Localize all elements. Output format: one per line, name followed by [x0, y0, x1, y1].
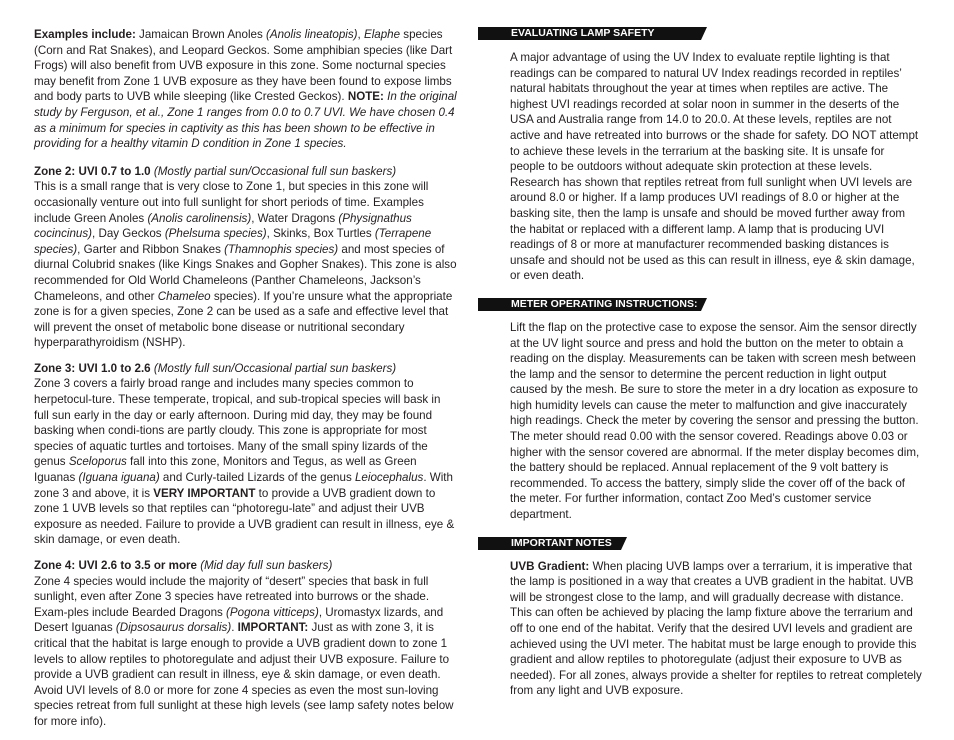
body-text: , Garter and Ribbon Snakes — [77, 242, 225, 256]
uvb-gradient-label: UVB Gradient: — [510, 559, 590, 573]
body-text: Zone 4 species would include the majority of “desert” species that bask in full sunlight, even after Zone 3 species have retreated into burrows or the shade. Exam-ples include Bearded Dragons — [34, 574, 430, 619]
left-column — [34, 27, 458, 740]
emphasis-label: VERY IMPORTANT — [153, 486, 256, 500]
species-name: (Phelsuma species) — [164, 227, 267, 241]
species-name: (Dipsosaurus dorsalis) — [115, 621, 232, 635]
species-name: (Thamnophis species) — [224, 242, 339, 256]
body-text: , Uromastyx lizards, and Desert Iguanas — [34, 605, 444, 635]
species-name: (Pogona vitticeps) — [226, 605, 319, 619]
zone3-subtitle: (Mostly full sun/Occasional partial sun baskers) — [153, 361, 397, 375]
lamp-safety-body: A major advantage of using the UV Index to evaluate reptile lighting is that readings can be compared to natural UV Index readings recorded in reptiles’ natural habitats throughout the year at times when reptiles are active. The highest UVI readings recorded at solar noon in summer in the deserts of the USA and Australia range from 14.0 to 20.0. At these levels, reptiles are not active and have retreated into burrows or the shade for safety. DO NOT attempt to achieve these levels in the terrarium at the basking site. It is unsafe for people to be outdoors without adequate skin protection at these levels. Research has shown that reptiles retreat from full sunlight when UVI levels are around 8.0 or higher. If a lamp produces UVI readings of 8.0 or higher at the basking site, then the lamp is unsafe and should be moved further away from the habitat or replaced with a different lamp. A lamp that is producing UVI readings of 8 or more at manufacturer recommended basking distances is unsafe and should not be used as this can result in illness, eye & skin damage, or even death. — [510, 51, 919, 283]
species-name: Leiocephalus — [354, 471, 424, 485]
body-text: to provide a UVB gradient down to zone 1 UVB levels so that reptiles can “photoregu-late” and adjust their UVB exposure as needed. Failure to provide a UVB gradient can result in illness, eye & skin damage, or even death. — [34, 486, 455, 547]
body-text: fall into this zone, Monitors and Tegus, as well as Green Iguanas — [34, 455, 417, 485]
zone3-heading — [34, 361, 458, 377]
notes-header: IMPORTANT NOTES — [478, 537, 621, 550]
zone4-subtitle: (Mid day full sun baskers) — [200, 559, 333, 572]
body-text: and Curly-tailed Lizards of the genus — [159, 471, 355, 485]
species-name: (Iguana iguana) — [78, 471, 160, 485]
species-name: (Terrapene species) — [34, 227, 432, 256]
notes-body — [510, 559, 922, 699]
emphasis-label: IMPORTANT: — [237, 621, 309, 635]
notes-text: When placing UVB lamps over a terrarium, it is imperative that the lamp is positioned in a way that creates a UVB gradient in the habitat. UVB will be strongest close to the lamp, and will gradually decrease with distance. This can often be achieved by placing the lamp fixture above the terrarium and off to one end of the habitat. Verify that the desired UVI levels and gradient are achieved using the UVI meter. The habitat must be large enough to provide this gradient and allow reptiles to photoregulate (adjust their exposure to UVB as needed). For all zones, always provide a shelter for reptiles to retreat completely from any light and UVB exposure. — [510, 559, 922, 698]
species-name: (Physignathus cocincinus) — [34, 211, 412, 241]
intro-text: species (Corn and Rat Snakes), and Leopard Geckos. Some amphibian species (like Dart Frogs) will also benefit from UVB exposure in this zone. Some nocturnal species may benefit from Zone 1 UVB exposure as they have been found to expose limbs and body parts to UVB while sleeping (like Crested Geckos). — [34, 28, 453, 104]
body-text: , Skinks, Box Turtles — [266, 227, 375, 241]
species-name: Sceloporus — [68, 455, 127, 469]
species-name: (Anolis carolinensis) — [147, 211, 252, 225]
zone3-title: Zone 3: UVI 1.0 to 2.6 — [34, 361, 151, 375]
species-name: (Anolis lineatopis) — [266, 28, 358, 41]
meter-header: METER OPERATING INSTRUCTIONS: — [478, 298, 701, 311]
zone2-title: Zone 2: UVI 0.7 to 1.0 — [34, 164, 151, 178]
zone2-body — [34, 179, 458, 351]
species-name: Chameleo — [157, 289, 211, 303]
meter-body: Lift the flap on the protective case to expose the sensor. Aim the sensor directly at the UV light source and press and hold the button on the meter to obtain a reading on the display. Measurements can be taken with screen mesh between the lamp and the sensor to determine the percent reduction in light output caused by the mesh. Be sure to store the meter in a dry location as exposure to high humidity levels can cause the meter to malfunction and give inaccurately high readings. Check the meter by covering the sensor and pressing the button. The meter should read 0.00 with the sensor covered. Readings above 0.03 or higher with the sensor covered are abnormal. If the meter display becomes dim, the battery should be replaced. Annual replacement of the 9 volt battery is recommended. To access the battery, simply slide the cover off of the back of the meter. For further information, contact Zoo Med’s customer service department. — [510, 320, 920, 522]
zone2-subtitle: (Mostly partial sun/Occasional full sun baskers) — [153, 164, 397, 178]
zone2-heading — [34, 164, 458, 180]
note-text: In the original study by Ferguson, et al., Zone 1 ranges from 0.0 to 0.7 UVI. We have chosen 0.4 as a minimum for species in captivity as this has been shown to be effective in providing for a healthy vitamin D condition in Zone 1 species. — [34, 90, 457, 151]
body-text: Just as with zone 3, it is critical that the habitat is large enough to provide a UVB gradient down to zone 1 levels to allow reptiles to photoregulate and adjust their UVB exposure. Failure to provide a UVB gradient can result in illness, eye & skin damage, or even death. Avoid UVI levels of 8.0 or more for zone 4 species as even the most sun-loving species retreat from full sunlight at these high levels (see lamp safety notes below for more info). — [34, 621, 454, 728]
body-text: . With zone 3 and above, it is — [34, 471, 453, 500]
zone3-body — [34, 376, 458, 548]
examples-lead: Examples include: — [34, 28, 136, 41]
zone4-title: Zone 4: UVI 2.6 to 3.5 or more — [34, 559, 197, 572]
zone4-heading — [34, 558, 458, 574]
body-text: . — [231, 621, 238, 635]
notes-section — [510, 537, 922, 699]
body-text: and most species of diurnal Colubrid snakes (like Kings Snakes and Gopher Snakes). This zone is also recommended for Old World Chameleons (Panther Chameleons, Jackson’s Chameleons, and other — [34, 242, 457, 303]
intro-text: Jamaican Brown Anoles — [135, 28, 266, 41]
lamp-safety-header: EVALUATING LAMP SAFETY — [478, 27, 701, 40]
body-text: , Water Dragons — [251, 211, 339, 225]
body-text: , Day Geckos — [92, 227, 165, 241]
note-label: NOTE: — [347, 90, 384, 104]
intro-paragraph — [34, 27, 458, 152]
species-name: Elaphe — [363, 28, 401, 41]
right-column — [510, 27, 922, 713]
body-text: This is a small range that is very close to Zone 1, but species in this zone will occasionally venture out into full sunlight for short periods of time. Examples include Green Anoles — [34, 180, 429, 225]
lamp-safety-section — [510, 27, 922, 284]
body-text: species). If you’re unsure what the appropriate zone is for a given species, Zone 2 can be used as a safe and effective level that will prevent the onset of metabolic bone disease or nutritional secondary hyperparathyroidism (NSHP). — [34, 289, 453, 350]
body-text: Zone 3 covers a fairly broad range and includes many species common to herpetocul-ture. These temperate, tropical, and sub-tropical species will bask in full sun early in the day or early afternoon. During mid day, they may be found basking when condi-tions are partly cloudy. This zone is appropriate for most species of aquatic turtles and tortoises. Many of the small spiny lizards of the genus — [34, 377, 441, 469]
intro-text: , — [357, 28, 364, 41]
meter-section — [510, 298, 922, 523]
zone4-body — [34, 574, 458, 730]
